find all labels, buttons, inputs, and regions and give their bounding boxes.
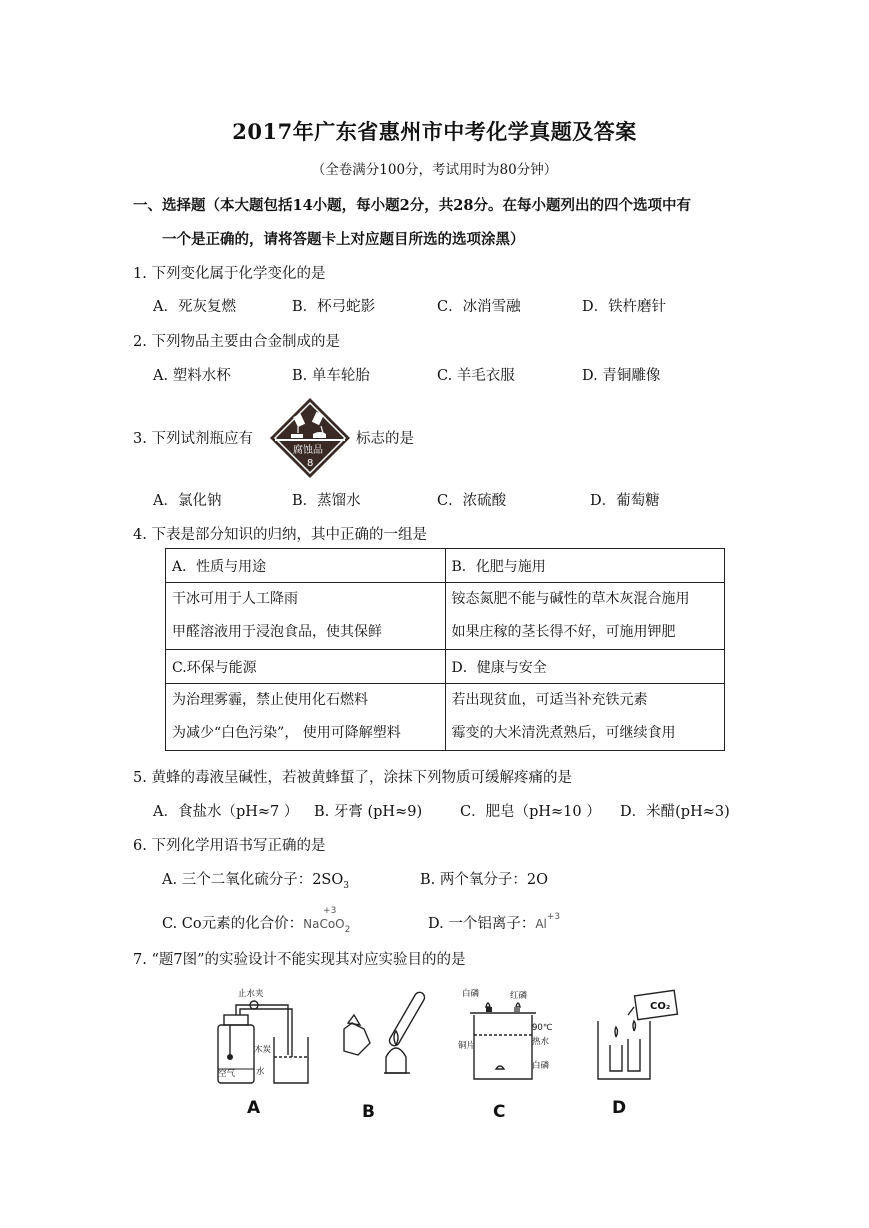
figure-label-a: A	[247, 1098, 261, 1118]
fig-a-label-charcoal: 木炭	[254, 1045, 272, 1055]
q6-option-d-formula: $Al^{+3}$	[535, 912, 561, 931]
q1-option-d[interactable]: D．铁杵磨针	[582, 299, 667, 315]
section-heading-line1: 一、选择题（本大题包括14小题，每小题2分，共28分。在每小题列出的四个选项中有	[133, 197, 691, 214]
hazard-sign-number: 8	[307, 458, 314, 469]
figure-a-apparatus	[210, 985, 315, 1090]
table-cell-a-header[interactable]: A．性质与用途	[166, 549, 446, 583]
table-b-line2: 如果庄稼的茎长得不好，可施用钾肥	[451, 624, 676, 640]
table-cell-d-content	[445, 684, 725, 751]
q1-option-c[interactable]: C．冰消雪融	[437, 299, 521, 315]
q6-option-d[interactable]: D. 一个铝离子：$Al^{+3}$	[428, 912, 561, 932]
fig-a-label-water: 水	[256, 1067, 265, 1077]
fig-a-label-clamp: 止水夹	[238, 989, 264, 999]
corrosive-hazard-sign	[268, 396, 352, 480]
q1-option-b[interactable]: B．杯弓蛇影	[292, 299, 376, 315]
q2-stem: 2. 下列物品主要由合金制成的是	[133, 334, 340, 350]
table-c-line1: 为治理雾霾，禁止使用化石燃料	[172, 692, 368, 708]
figure-label-d: D	[612, 1098, 627, 1118]
fig-c-label-red-p: 红磷	[510, 991, 528, 1001]
q3-option-c[interactable]: C．浓硫酸	[437, 493, 507, 509]
table-c-line2: 为减少“白色污染”， 使用可降解塑料	[172, 725, 401, 741]
table-cell-b-header[interactable]: B．化肥与施用	[445, 549, 725, 583]
q4-stem: 4. 下表是部分知识的归纳，其中正确的一组是	[133, 527, 427, 543]
fig-d-label-co2: CO₂	[650, 1001, 671, 1012]
q5-option-c[interactable]: C．肥皂（pH≈10 ）	[460, 804, 601, 820]
q5-stem: 5. 黄蜂的毒液呈碱性，若被黄蜂蜇了，涂抹下列物质可缓解疼痛的是	[133, 770, 572, 786]
fig-c-label-white-p1: 白磷	[462, 989, 480, 999]
fig-c-label-hot-water: 热水	[532, 1037, 550, 1047]
figure-label-c: C	[493, 1102, 506, 1122]
figure-label-b: B	[362, 1102, 375, 1122]
figure-d-apparatus	[588, 985, 698, 1090]
q6-option-c-formula: +3 NaCoO$_2$	[303, 906, 351, 935]
q3-stem-before: 3. 下列试剂瓶应有	[133, 431, 253, 447]
table-cell-a-content	[166, 583, 446, 650]
table-b-line1: 铵态氮肥不能与碱性的草木灰混合施用	[451, 591, 690, 607]
q2-option-b[interactable]: B. 单车轮胎	[292, 368, 370, 384]
q2-option-c[interactable]: C. 羊毛衣服	[437, 368, 515, 384]
table-cell-c-content	[166, 684, 446, 751]
table-a-line2: 甲醛溶液用于浸泡食品，使其保鲜	[172, 624, 382, 640]
figure-b-apparatus	[334, 985, 439, 1090]
q5-option-a[interactable]: A．食盐水（pH≈7 ）	[153, 804, 299, 820]
q6-stem: 6. 下列化学用语书写正确的是	[133, 838, 326, 854]
q7-stem: 7. “题7图”的实验设计不能实现其对应实验目的的是	[133, 952, 466, 968]
q3-option-d[interactable]: D．葡萄糖	[590, 493, 660, 509]
section-heading-line2: 一个是正确的，请将答题卡上对应题目所选的选项涂黑）	[162, 231, 525, 248]
q5-option-d[interactable]: D．米醋(pH≈3)	[620, 804, 730, 820]
table-cell-b-content	[445, 583, 725, 650]
fig-a-label-air: 空气	[218, 1069, 236, 1079]
fig-c-label-temp: 90℃	[532, 1023, 553, 1033]
page-title: 2017年广东省惠州市中考化学真题及答案	[232, 119, 637, 144]
table-cell-d-header[interactable]: D．健康与安全	[445, 650, 725, 684]
q6-option-c[interactable]: C. Co元素的化合价： +3 NaCoO$_2$	[162, 906, 351, 935]
knowledge-table	[165, 548, 725, 751]
q3-stem-after: 标志的是	[356, 431, 414, 447]
figure-c-apparatus	[456, 985, 561, 1090]
table-d-line2: 霉变的大米清洗煮熟后，可继续食用	[451, 725, 676, 741]
q3-option-a[interactable]: A．氯化钠	[153, 493, 222, 509]
q1-option-a[interactable]: A．死灰复燃	[153, 299, 236, 315]
table-cell-c-header[interactable]: C.环保与能源	[166, 650, 446, 684]
page-subtitle: （全卷满分100分，考试用时为80分钟）	[311, 162, 558, 178]
hazard-sign-text: 腐蚀品	[293, 445, 323, 456]
q6-option-a[interactable]: A. 三个二氧化硫分子：$2SO_3$	[162, 872, 349, 891]
table-d-line1: 若出现贫血，可适当补充铁元素	[451, 692, 648, 708]
q2-option-a[interactable]: A. 塑料水杯	[153, 368, 231, 384]
q3-option-b[interactable]: B．蒸馏水	[292, 493, 361, 509]
q5-option-b[interactable]: B. 牙膏 (pH≈9)	[314, 804, 423, 820]
q2-option-d[interactable]: D. 青铜雕像	[582, 368, 661, 384]
fig-c-label-copper: 铜片	[458, 1041, 476, 1051]
q1-stem: 1. 下列变化属于化学变化的是	[133, 266, 326, 282]
fig-c-label-white-p2: 白磷	[532, 1061, 550, 1071]
q6-option-b[interactable]: B. 两个氧分子：2O	[420, 872, 548, 888]
table-a-line1: 干冰可用于人工降雨	[172, 591, 298, 607]
